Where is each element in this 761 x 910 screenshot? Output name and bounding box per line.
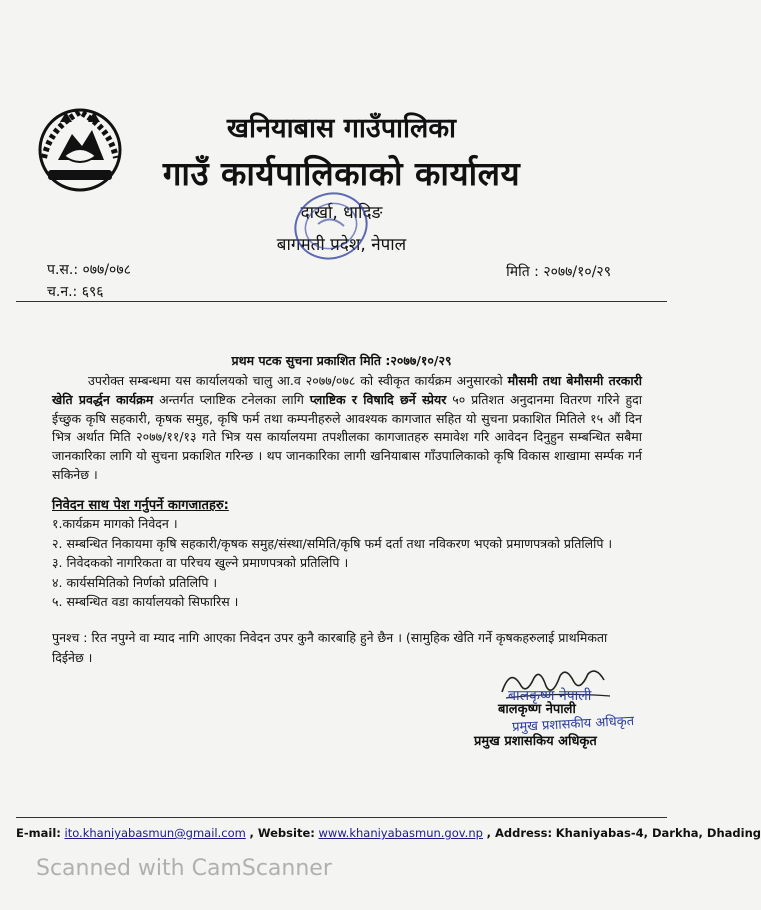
website-label: , Website: [249,826,315,840]
header-divider [16,301,667,302]
address-line-2: बागमती प्रदेश, नेपाल [276,235,407,255]
address-line-1: दार्खा, धादिङ [300,203,383,223]
notice-body-part-1: उपरोक्त सम्बन्धमा यस कार्यालयको चालु आ.व २०७७/०७८ को स्वीकृत कार्यक्रम अनुसारको [88,373,508,388]
footer-divider [16,817,667,818]
list-item: २. सम्बन्धित निकायमा कृषि सहकारी/कृषक समुह/संस्था/समिति/कृषि फर्म दर्ता तथा नविकरण भएको प्रमाणपत्रको प्रतिलिपि । [52,535,613,551]
scanner-watermark: Scanned with CamScanner [36,856,332,881]
org-name: खनियाबास गाउँपालिका [226,113,457,144]
letter-date: मिति : २०७७/१०/२९ [506,264,611,280]
signatory-title: प्रमुख प्रशासकिय अधिकृत [474,734,597,749]
address-label: , Address: [486,826,553,840]
email-link[interactable]: ito.khaniyabasmun@gmail.com [64,826,246,840]
notice-body-part-2: अन्तर्गत प्लाष्टिक टनेलका लागि [153,391,310,407]
postscript-note: पुनश्च : रित नपुग्ने वा म्याद नागि आएका निवेदन उपर कुनै कारबाहि हुने छैन । (सामुहिक खेति गर्ने कृषकहरुलाई प्राथमिकता दिईनेछ । [52,630,608,665]
list-item: ३. निवेदकको नागरिकता वा परिचय खुल्ने प्रमाणपत्रको प्रतिलिपि । [52,555,349,570]
footer [16,826,761,840]
list-item: १.कार्यक्रम मागको निवेदन । [52,516,178,531]
notice-body-part-3: ५० प्रतिशत अनुदानमा वितरण गरिने हुदा ईच्छुक कृषि सहकारी, कृषक समुह, कृषि फर्म तथा कम्पनीहरुले आवश्यक कागजात सहित यो सुचना प्रकाशित मितिले १५ औं दिन भित्र अर्थात मिति २०७७/११/१३ गते भित्र यस कार्यालयमा तपशीलका कागजातहरु समावेश गरि आवेदन दिनुहुन सम्बन्धित सबैमा जानकारिका लागि यो सुचना प्रकाशित गरिन्छ । थप जानकारिका लागी खनियाबास गाँउपालिकाको कृषि विकास शाखामा सर्म्पक गर्न सकिनेछ । [52,391,642,482]
reference-fiscal-year: प.स.: ०७७/०७८ [47,262,131,278]
footer-address: Khaniyabas-4, Darkha, Dhading [555,826,761,840]
website-link[interactable]: www.khaniyabasmun.gov.np [318,826,483,840]
email-label: E-mail: [16,826,61,840]
office-name: गाउँ कार्यपालिकाको कार्यालय [162,154,521,193]
stamp-signatory-name: बालकृष्ण नेपाली [508,688,592,704]
notice-body [52,372,642,485]
list-item: ५. सम्बन्धित वडा कार्यालयको सिफारिस । [52,594,239,609]
notice-items-name: प्लाष्टिक र विषादि छर्ने स्प्रेयर [309,391,447,407]
documents-heading: निवेदन साथ पेश गर्नुपर्ने कागजातहरु: [52,498,229,513]
notice-program-name: मौसमी तथा बेमौसमी तरकारी खेति प्रवर्द्धन कार्यक्रम [52,373,642,407]
notice-title: प्रथम पटक सुचना प्रकाशित मिति :२०७७/१०/२९ [231,353,452,368]
reference-dispatch-number: च.न.: ६९६ [47,284,104,300]
office-seal-icon [288,186,374,266]
signatory-name: बालकृष्ण नेपाली [498,702,576,717]
list-item: ४. कार्यसमितिको निर्णको प्रतिलिपि । [52,574,218,590]
documents-list [52,514,642,612]
stamp-signatory-title: प्रमुख प्रशासकीय अधिकृत [511,713,635,736]
